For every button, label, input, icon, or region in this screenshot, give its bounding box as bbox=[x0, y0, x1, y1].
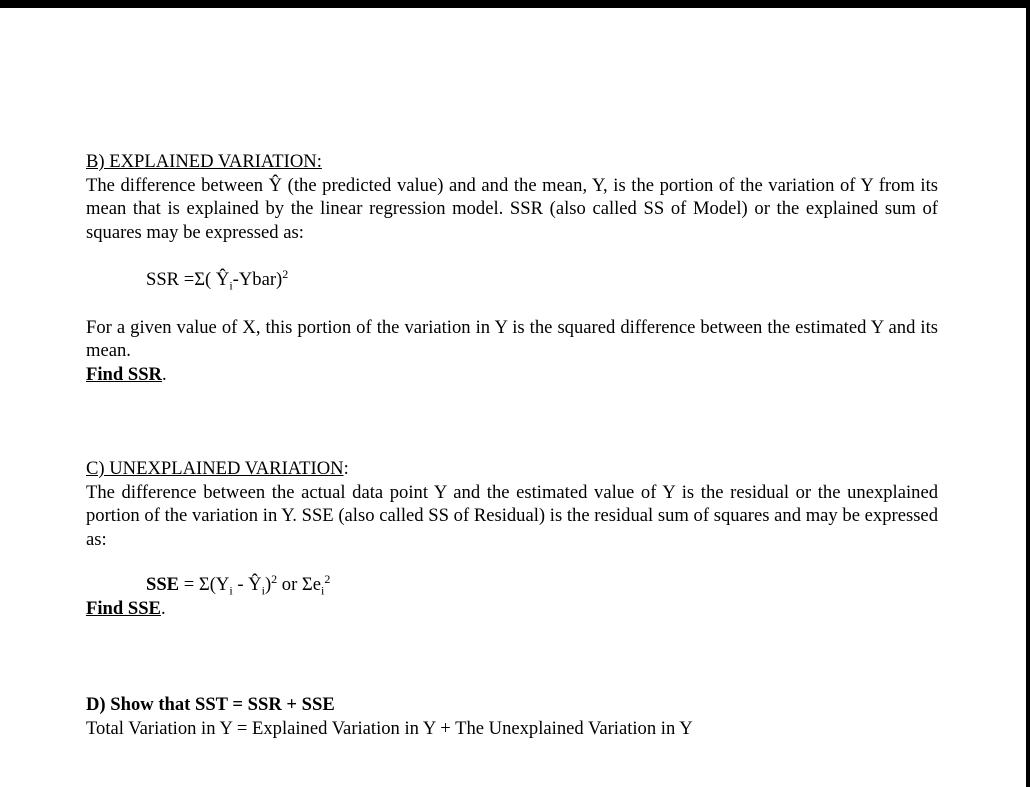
section-c-heading: C) UNEXPLAINED VARIATION: bbox=[86, 458, 349, 479]
section-c-paragraph: The difference between the actual data point Y and the estimated value of Y is the residual or the unexplained portion of the variation in Y. SSE (also called SS of Residual) is the residual sum of squares and may be expressed as: bbox=[86, 481, 938, 550]
section-b-heading: B) EXPLAINED VARIATION: bbox=[86, 151, 322, 172]
right-border bbox=[1026, 8, 1030, 787]
find-sse-task: Find SSE. bbox=[86, 597, 166, 619]
top-border bbox=[0, 0, 1030, 8]
find-ssr-task: Find SSR. bbox=[86, 363, 167, 385]
section-b-explanation: For a given value of X, this portion of the variation in Y is the squared difference between the estimated Y and its mean. bbox=[86, 316, 938, 361]
ssr-formula: SSR =Σ( $Ŷ_i-Ybar)^2$ bbox=[146, 266, 289, 293]
sse-formula: SSE = $\Sigma(Y_i$ - $Ŷ_i)^2$ or $\Sigma e_i^2$ bbox=[146, 571, 331, 598]
section-b-paragraph: The difference between Ŷ (the predicted value) and and the mean, Y, is the portion of the variation of Y from its mean that is explained by the linear regression model. SSR (also called SS of Model) or the explained sum of squares may be expressed as: bbox=[86, 174, 938, 243]
section-show-that bbox=[86, 693, 938, 740]
section-d-line: Total Variation in Y = Explained Variation in Y + The Unexplained Variation in Y bbox=[86, 717, 693, 739]
section-explained-variation bbox=[86, 150, 938, 386]
section-d-heading: D) Show that SST = SSR + SSE bbox=[86, 694, 335, 715]
section-unexplained-variation bbox=[86, 457, 938, 620]
